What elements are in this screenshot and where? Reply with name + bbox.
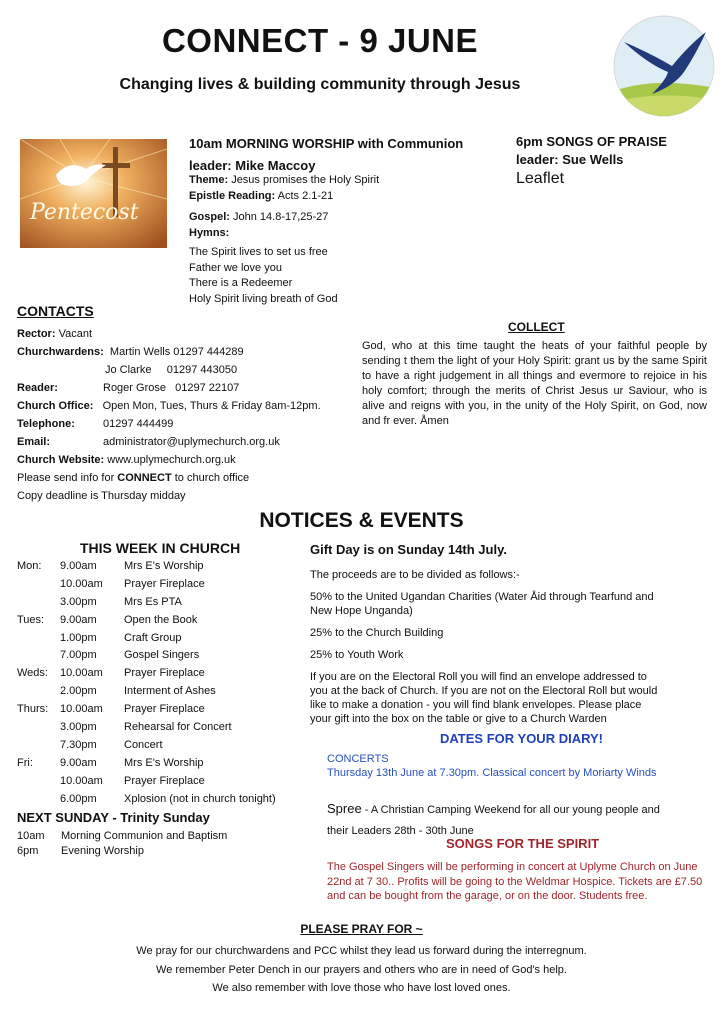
telephone-value: 01297 444499 bbox=[103, 418, 174, 430]
spree-line-2: their Leaders 28th - 30th June bbox=[327, 825, 474, 837]
notices-heading: NOTICES & EVENTS bbox=[259, 509, 464, 532]
gift-day-envelope: If you are on the Electoral Roll you will find an envelope addressed to you at the back of Church. If you are not on the Electoral Roll but would like to make a donation - you will find blank envelopes. Please place your gift into the box on the table or give to a Church Warden bbox=[310, 671, 658, 725]
schedule-time: 7.30pm bbox=[60, 738, 97, 751]
contacts-list bbox=[17, 325, 321, 505]
schedule-event: Prayer Fireplace bbox=[124, 667, 205, 680]
send-info-pre: Please send info for bbox=[17, 472, 118, 484]
website-label: Church Website: bbox=[17, 454, 105, 466]
epistle-value: Acts 2.1-21 bbox=[277, 190, 334, 202]
schedule-day: Tues: bbox=[17, 613, 45, 626]
wardens-label: Churchwardens: bbox=[17, 346, 104, 358]
schedule-day: Mon: bbox=[17, 560, 42, 572]
evening-leader: leader: Sue Wells bbox=[516, 152, 624, 167]
schedule-day: Fri: bbox=[17, 756, 33, 769]
copy-deadline: Copy deadline is Thursday midday bbox=[17, 490, 186, 502]
telephone-label: Telephone: bbox=[17, 418, 75, 430]
morning-worship-heading bbox=[189, 133, 463, 177]
office-hours: Open Mon, Tues, Thurs & Friday 8am-12pm. bbox=[102, 400, 321, 412]
evening-service bbox=[516, 133, 667, 169]
reader-value: Roger Grose 01297 22107 bbox=[103, 382, 240, 394]
schedule-time: 1.00pm bbox=[60, 631, 97, 644]
schedule-event: Gospel Singers bbox=[124, 649, 200, 662]
morning-details bbox=[189, 172, 379, 307]
schedule-time: 3.00pm bbox=[60, 721, 97, 734]
gift-day-heading: Gift Day is on Sunday 14th July. bbox=[310, 542, 507, 557]
schedule-event: Prayer Fireplace bbox=[124, 577, 205, 590]
hymn-item: The Spirit lives to set us free bbox=[189, 246, 328, 258]
schedule-event: Mrs E's Worship bbox=[124, 560, 204, 572]
pentecost-lettering: Pentecost bbox=[30, 200, 139, 225]
schedule-event: Open the Book bbox=[124, 613, 198, 626]
schedule-event: Prayer Fireplace bbox=[124, 774, 205, 787]
schedule-time: 9.00am bbox=[60, 613, 97, 626]
concerts-detail: Thursday 13th June at 7.30pm. Classical concert by Moriarty Winds bbox=[327, 767, 657, 779]
schedule-time: 10.00am bbox=[60, 703, 103, 716]
reader-label: Reader: bbox=[17, 382, 58, 394]
rector-value: Vacant bbox=[58, 328, 93, 340]
schedule-event: Mrs Es PTA bbox=[124, 595, 182, 608]
schedule-event: Mrs E's Worship bbox=[124, 756, 204, 769]
send-info-post: to church office bbox=[171, 472, 250, 484]
schedule-event: Concert bbox=[124, 738, 163, 751]
songs-heading: SONGS FOR THE SPIRIT bbox=[446, 836, 600, 851]
schedule-event: Rehearsal for Concert bbox=[124, 721, 232, 734]
schedule-time: 7.00pm bbox=[60, 649, 97, 662]
spree-line-1: - A Christian Camping Weekend for all our young people and bbox=[361, 804, 660, 816]
epistle-label: Epistle Reading: bbox=[189, 190, 276, 202]
schedule-event: Prayer Fireplace bbox=[124, 703, 205, 716]
email-link[interactable]: administrator@uplymechurch.org.uk bbox=[103, 436, 280, 448]
schedule-time: 10.00am bbox=[60, 774, 103, 787]
gospel-value: John 14.8-17,25-27 bbox=[233, 211, 329, 223]
concerts-label: CONCERTS bbox=[327, 753, 389, 765]
schedule-time: 3.00pm bbox=[60, 595, 97, 608]
diary-heading: DATES FOR YOUR DIARY! bbox=[440, 731, 603, 746]
pray-heading: PLEASE PRAY FOR ~ bbox=[300, 922, 423, 936]
next-sunday-event: Morning Communion and Baptism bbox=[61, 830, 228, 842]
schedule-day: Weds: bbox=[17, 667, 48, 680]
schedule-time: 6.00pm bbox=[60, 792, 97, 805]
gospel-label: Gospel: bbox=[189, 211, 230, 223]
gift-day-item: 25% to Youth Work bbox=[310, 649, 404, 661]
theme-label: Theme: bbox=[189, 174, 229, 186]
schedule-day: Thurs: bbox=[17, 703, 49, 716]
morning-heading-text: 10am MORNING WORSHIP with Communion bbox=[189, 136, 464, 151]
next-sunday-heading: NEXT SUNDAY - Trinity Sunday bbox=[17, 810, 210, 825]
this-week-heading: THIS WEEK IN CHURCH bbox=[80, 540, 241, 556]
schedule-time: 9.00am bbox=[60, 756, 97, 769]
next-sunday-event: Evening Worship bbox=[61, 845, 144, 857]
morning-leader: leader: Mike Maccoy bbox=[189, 158, 316, 173]
evening-heading: 6pm SONGS OF PRAISE bbox=[516, 134, 667, 149]
hymns-label: Hymns: bbox=[189, 227, 230, 239]
schedule-event: Craft Group bbox=[124, 631, 182, 644]
page-title: CONNECT - 9 JUNE bbox=[161, 22, 479, 59]
theme-value: Jesus promises the Holy Spirit bbox=[231, 174, 380, 186]
spree-title: Spree bbox=[327, 801, 362, 816]
pray-line: We pray for our churchwardens and PCC whilst they lead us forward during the interregnum. bbox=[136, 945, 587, 957]
rector-label: Rector: bbox=[17, 328, 56, 340]
warden-1: Martin Wells 01297 444289 bbox=[109, 346, 244, 358]
gift-day-intro: The proceeds are to be divided as follows:- bbox=[310, 569, 520, 581]
schedule-time: 10.00am bbox=[60, 667, 103, 680]
page-subtitle: Changing lives & building community through Jesus bbox=[119, 76, 521, 93]
office-label: Church Office: bbox=[17, 400, 94, 412]
hymn-item: There is a Redeemer bbox=[189, 277, 293, 289]
hymn-list bbox=[189, 245, 379, 307]
schedule-time: 9.00am bbox=[60, 560, 97, 572]
songs-text: The Gospel Singers will be performing in concert at Uplyme Church on June 22nd at 7 30.. Profits will be going to the Weldmar Hospice. Tickets are £7.50 and can be bought from the garage, or on the door. Students free. bbox=[327, 861, 703, 902]
warden-2: Jo Clarke 01297 443050 bbox=[105, 364, 238, 376]
contacts-heading: CONTACTS bbox=[17, 303, 94, 319]
collect-text: God, who at this time taught the heats of your faithful people by sending t them the light of your Holy Spirit: grant us by the same Spirit to have a right judgement in all things and evermore to rejoice in his holy comfort; through the merits of Christ Jesus ur Saviour, who is alive and reigns with you, in the unity of the Holy Spirit, on God, now and fr ever. Åmen bbox=[362, 340, 707, 427]
schedule-event: Xplosion (not in church tonight) bbox=[124, 792, 276, 805]
pray-list bbox=[0, 942, 723, 998]
pentecost-image bbox=[20, 139, 167, 248]
gift-day-item: 50% to the United Ugandan Charities (Water Åid through Tearfund and New Hope Unganda) bbox=[310, 591, 654, 617]
hymn-item: Father we love you bbox=[189, 261, 282, 274]
gift-day-item: 25% to the Church Building bbox=[310, 627, 444, 639]
swallow-logo bbox=[612, 14, 716, 118]
hymn-item: Holy Spirit living breath of God bbox=[189, 292, 338, 305]
schedule-time: 2.00pm bbox=[60, 685, 97, 698]
next-sunday-time: 6pm bbox=[17, 845, 39, 857]
pray-line: We remember Peter Dench in our prayers and others who are in need of God's help. bbox=[156, 963, 567, 976]
next-sunday-time: 10am bbox=[17, 830, 45, 842]
email-label: Email: bbox=[17, 436, 51, 448]
evening-note: Leaflet bbox=[516, 170, 565, 187]
collect-heading: COLLECT bbox=[508, 320, 565, 334]
send-info-connect: CONNECT bbox=[117, 472, 172, 484]
schedule-time: 10.00am bbox=[60, 577, 103, 590]
website-link[interactable]: www.uplymechurch.org.uk bbox=[107, 454, 236, 466]
schedule-event: Interment of Ashes bbox=[124, 685, 216, 698]
pray-line: We also remember with love those who have lost loved ones. bbox=[212, 982, 511, 994]
